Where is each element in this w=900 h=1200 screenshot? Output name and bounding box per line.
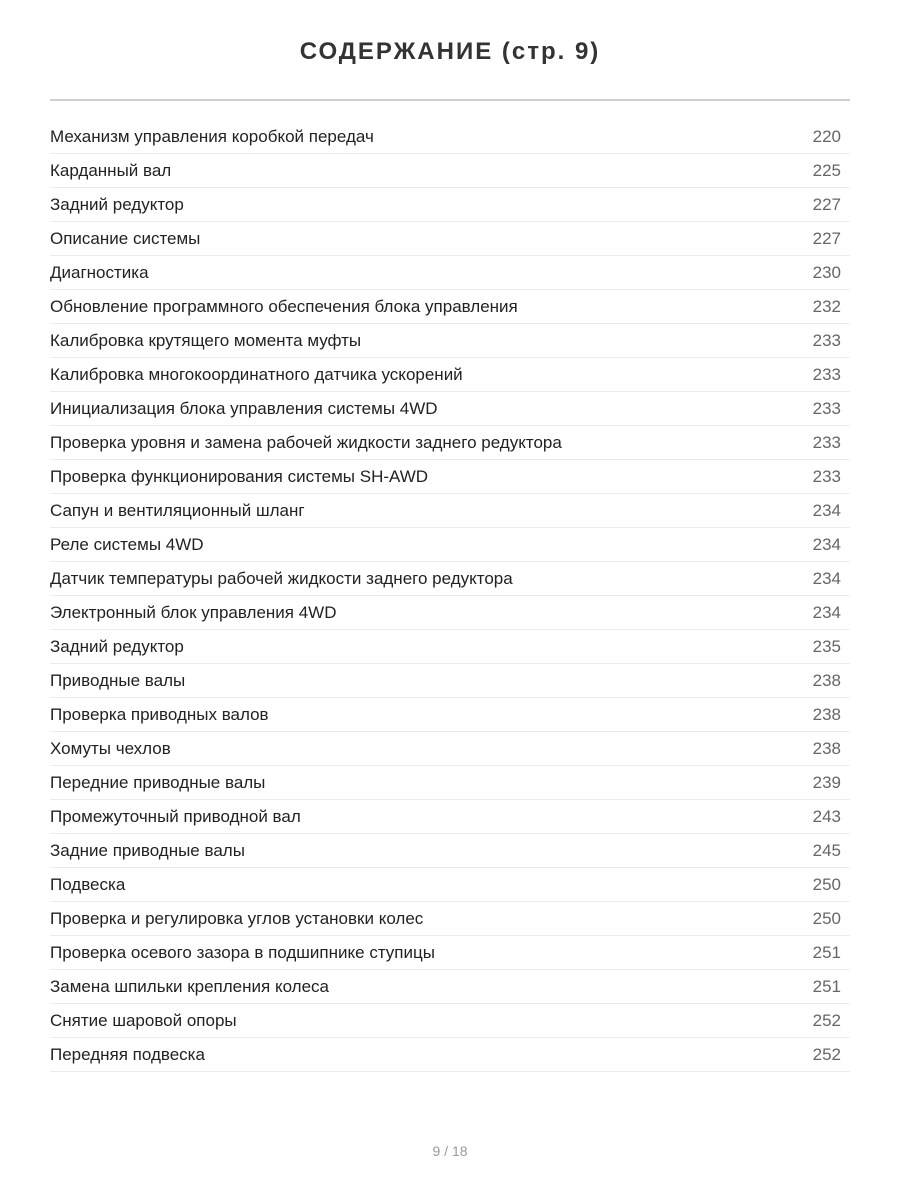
toc-entry-label: Передние приводные валы [50,772,266,792]
toc-entry[interactable] [50,834,850,868]
toc-entry[interactable] [50,1004,850,1038]
toc-entry[interactable] [50,970,850,1004]
toc-entry-page-number: 233 [812,398,841,418]
toc-entry-page-number: 233 [812,330,841,350]
toc-entry-label: Обновление программного обеспечения блока управления [50,296,518,316]
toc-entry[interactable] [50,664,850,698]
toc-entry[interactable] [50,290,850,324]
toc-entry-label: Замена шпильки крепления колеса [50,976,329,996]
toc-entry-page-number: 235 [812,636,841,656]
toc-entry-page-number: 238 [812,704,841,724]
toc-entry-page-number: 234 [812,602,841,622]
toc-entry-page-number: 251 [812,942,841,962]
toc-entry-page-number: 239 [812,772,841,792]
toc-entry-label: Приводные валы [50,670,186,690]
toc-entry-page-number: 233 [812,364,841,384]
toc-entry[interactable] [50,188,850,222]
toc-entry-page-number: 233 [812,466,841,486]
toc-entry-page-number: 243 [812,806,841,826]
toc-entry-page-number: 234 [812,568,841,588]
toc-entry-label: Калибровка многокоординатного датчика ускорений [50,364,463,384]
toc-entry-page-number: 227 [812,228,841,248]
toc-entry-page-number: 234 [812,500,841,520]
page-title: СОДЕРЖАНИЕ (стр. 9) [299,38,601,65]
page-indicator: 9 / 18 [432,1143,468,1159]
toc-entry[interactable] [50,324,850,358]
toc-entry-label: Проверка функционирования системы SH-AWD [50,466,429,486]
toc-entry-page-number: 238 [812,670,841,690]
toc-entry[interactable] [50,460,850,494]
toc-entry[interactable] [50,222,850,256]
toc-entry-page-number: 234 [812,534,841,554]
toc-entry-label: Электронный блок управления 4WD [50,602,337,622]
toc-entry[interactable] [50,630,850,664]
toc-entry-label: Задние приводные валы [50,840,245,860]
toc-entry-label: Промежуточный приводной вал [50,806,301,826]
toc-entry-label: Датчик температуры рабочей жидкости заднего редуктора [50,568,513,588]
toc-entry-label: Подвеска [50,874,126,894]
toc-entry-page-number: 232 [812,296,841,316]
toc-entry-label: Хомуты чехлов [50,738,171,758]
toc-entry-page-number: 233 [812,432,841,452]
toc-entry-page-number: 238 [812,738,841,758]
toc-entry-label: Диагностика [50,262,149,282]
toc-entry-label: Инициализация блока управления системы 4WD [50,398,438,418]
toc-entry-label: Передняя подвеска [50,1044,205,1064]
toc-entry-label: Сапун и вентиляционный шланг [50,500,305,520]
toc-entry[interactable] [50,256,850,290]
toc-entry-page-number: 225 [812,160,841,180]
toc-entry[interactable] [50,358,850,392]
table-of-contents [50,120,850,1072]
toc-entry-page-number: 227 [812,194,841,214]
toc-entry-label: Задний редуктор [50,636,184,656]
toc-entry[interactable] [50,732,850,766]
toc-entry[interactable] [50,698,850,732]
toc-entry-label: Калибровка крутящего момента муфты [50,330,362,350]
toc-entry-page-number: 250 [812,874,841,894]
toc-entry[interactable] [50,120,850,154]
toc-entry-label: Проверка приводных валов [50,704,269,724]
toc-entry-label: Реле системы 4WD [50,534,204,554]
toc-entry-label: Описание системы [50,228,201,248]
toc-entry[interactable] [50,766,850,800]
toc-entry[interactable] [50,528,850,562]
toc-entry-label: Снятие шаровой опоры [50,1010,237,1030]
title-divider [50,99,850,101]
toc-entry[interactable] [50,562,850,596]
toc-entry[interactable] [50,902,850,936]
toc-entry-page-number: 245 [812,840,841,860]
toc-entry-page-number: 220 [812,126,841,146]
toc-entry-page-number: 250 [812,908,841,928]
toc-entry-label: Задний редуктор [50,194,184,214]
toc-entry[interactable] [50,936,850,970]
toc-entry-page-number: 252 [812,1010,841,1030]
toc-entry-label: Проверка уровня и замена рабочей жидкости заднего редуктора [50,432,562,452]
toc-entry-page-number: 230 [812,262,841,282]
toc-entry[interactable] [50,868,850,902]
toc-entry-label: Проверка и регулировка углов установки колес [50,908,424,928]
toc-entry[interactable] [50,154,850,188]
toc-entry-label: Карданный вал [50,160,172,180]
toc-entry[interactable] [50,1038,850,1072]
toc-entry-page-number: 251 [812,976,841,996]
toc-entry-label: Механизм управления коробкой передач [50,126,374,146]
toc-entry-page-number: 252 [812,1044,841,1064]
toc-entry[interactable] [50,800,850,834]
toc-entry[interactable] [50,596,850,630]
toc-entry[interactable] [50,426,850,460]
toc-entry-label: Проверка осевого зазора в подшипнике ступицы [50,942,435,962]
toc-entry[interactable] [50,392,850,426]
toc-entry[interactable] [50,494,850,528]
